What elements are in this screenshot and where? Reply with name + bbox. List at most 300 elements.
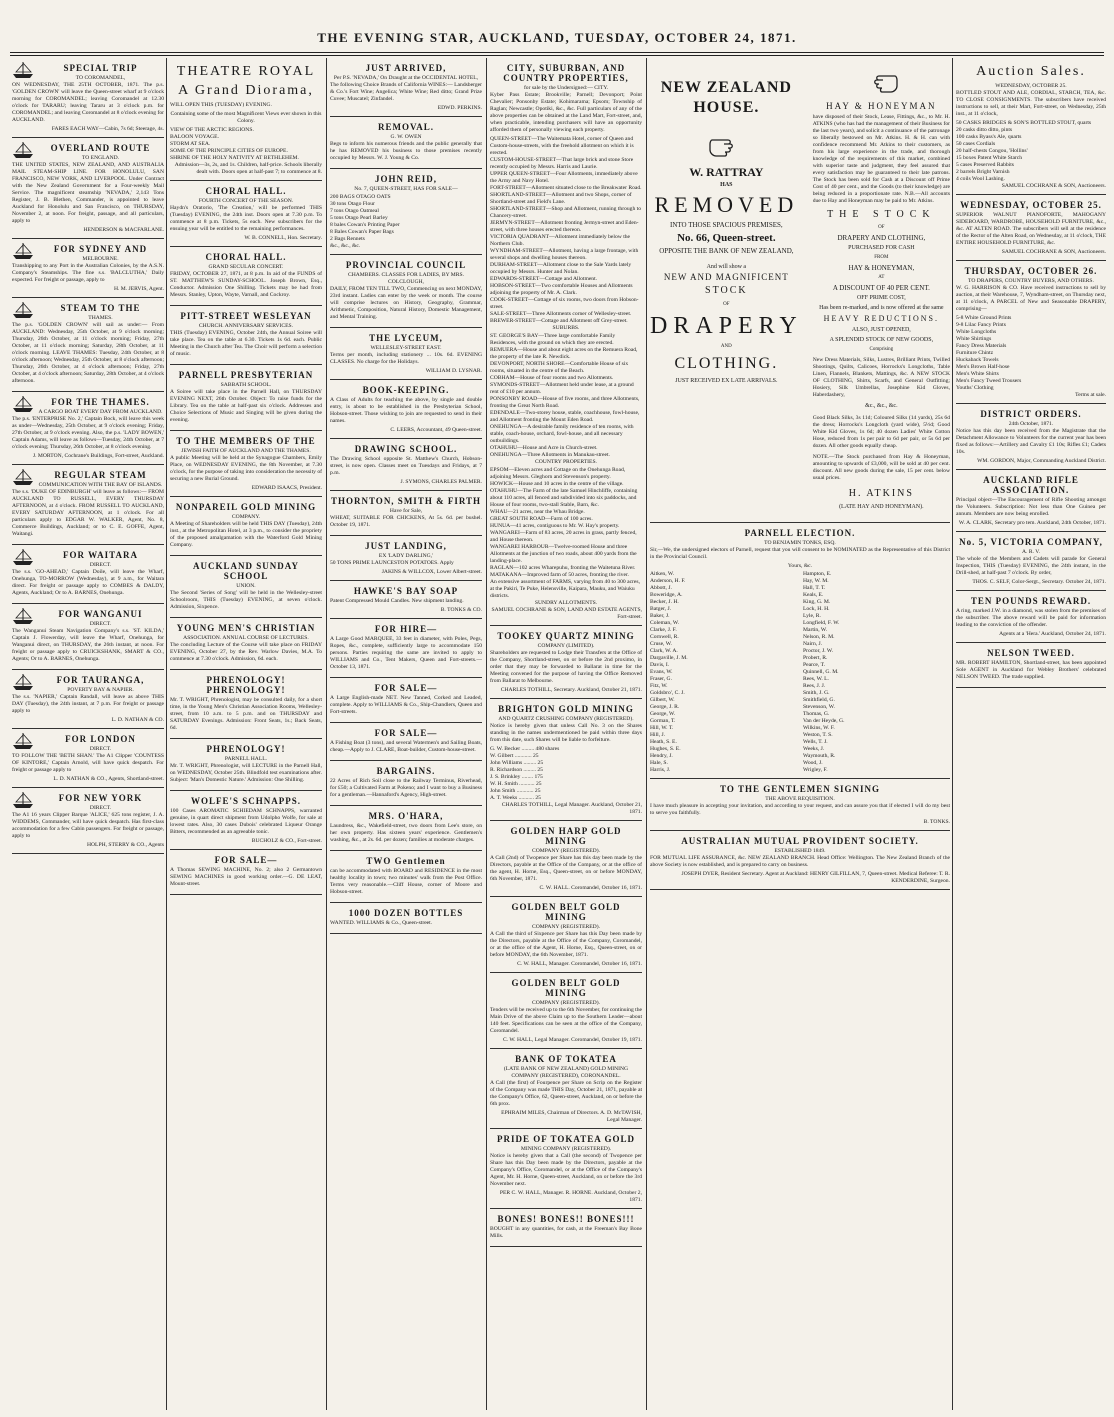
advert-body: BOTTLED STOUT AND ALE, CORDIAL, STARCH, TEA, &c. TO CLOSE CONSIGNMENTS. The subscribers have received instructions to sell, at their Mart, Fort-street, on Wednesday, 25th inst., at 11 o'clock, [956,90,1106,117]
advert-heading: OVERLAND ROUTE [50,143,151,153]
list-item: 7 tons Otago Oatmeal [330,208,379,214]
hay-honeyman-ad [813,58,950,512]
advert-body: MR. ROBERT HAMILTON, Shortland-street, has been appointed Sole AGENT in Auckland for Webley Brothers' celebrated NELSON TWEED. The trade supplied. [956,660,1106,680]
advert-subheading: COMPANY. [231,514,261,520]
advert-heading: PARNELL PRESBYTERIAN [178,370,314,380]
advert-heading: Auction Sales. [976,64,1086,79]
col3-advert [330,761,482,806]
advert-signature: W. B. CONNELL, Hon. Secretary. [244,235,322,241]
parnell-election-ad [650,522,950,779]
advert-body: The concluding Lecture of the Course will take place on FRIDAY EVENING, October 27, by the Rev. Warlow Davies, M.A. To commence at 7.30 o'clock. Admission, 6d. each. [170,642,322,662]
ship-icon [12,607,34,625]
col2-advert [170,58,322,181]
advert-subheading: G. W. OWEN [390,134,422,140]
signatory-name: Quinnell, G. M. [803,669,839,675]
advert-signature: J. MORTON, Cochrane's Buildings, Fort-street, Auckland. [32,453,164,459]
advert-heading: REMOVAL. [377,122,435,132]
list-item: W. Gilbert ............ 25 [490,753,539,759]
list-item: 2 barrels Bright Varnish [956,169,1010,175]
advert-subheading: COMPANY (LIMITED). [537,643,595,649]
advert-body: BOUGHT in any quantities, for cash, at the Freeman's Bay Bone Mills. [490,1226,642,1239]
signatory-name: George, W. [650,711,676,717]
advert-body: A Fishing Boat (3 tons), and several Watermen's and Sailing Boats, cheap.—Apply to J. CLARE, Boat-builder, Custom-house-street. [330,740,482,753]
advert-heading: FOR SYDNEY AND [53,244,148,254]
advert-signature: EDWD. PERKINS. [437,105,482,111]
re-marked: Has been re-marked, and is now offered at the same [819,305,944,311]
list-item: 5 tons Otago Pearl Barley [330,215,388,221]
signatory-name: Keals, E. [803,592,824,598]
rattray-name: W. RATTRAY [689,165,764,179]
advert-signature: B. TONKS & CO. [440,607,482,613]
signatory-name: Rees, J. J. [803,683,826,689]
advert-heading: AUCKLAND SUNDAY SCHOOL [193,561,299,581]
column-divider [326,58,327,1410]
list-item: UPPER QUEEN-STREET—Four Allotments, immediately above the Army and Navy Hotel. [490,171,638,184]
advert-heading: THEATRE ROYAL [176,64,316,79]
col1-advert [12,545,164,604]
advert-subheading: COMPANY (REGISTERED). [532,848,600,854]
advert-body: ON WEDNESDAY, THE 25TH OCTOBER, 1871. The p.s. 'GOLDEN CROWN' will leave the Queen-street wharf at 9 o'clock morning for COROMANDEL; leaving Coromandel at 12.30 o'clock for TARARU; leaving Tararu at 3 o'clock p.m. for COROMANDEL; and leaving Coromandel at 8 o'clock evening for AUCKLAND. [12,82,164,123]
advert-signature: C. W. HALL, Manager. Coromandel, October 16, 1871. [517,961,642,967]
advert-signature: H. M. JERVIS, Agent. [113,286,164,292]
advert-subheading: COMPANY (REGISTERED). [532,1000,600,1006]
advert-signature: SAMUEL COCHRANE & SON, Auctioneers. [1001,183,1106,189]
ship-icon [12,141,34,159]
col3-advert [330,255,482,328]
signatory-name: Hay, W. M. [803,578,829,584]
column-divider [166,58,167,1410]
advert-heading: AUCKLAND RIFLE ASSOCIATION. [983,475,1079,495]
advert-body: 22 Acres of Rich Soil close to the Railway Terminus, Riverhead, for £50; a Cultivated Farm at Pokeno; and I want to buy a Business for a gentleman.—Hannaford's Agency, High-street. [330,778,482,798]
advert-heading: PITT-STREET WESLEYAN [180,311,312,321]
masthead-title: THE EVENING STAR, AUCKLAND, TUESDAY, OCTOBER 24, 1871. [317,30,797,45]
advert-body: can be accommodated with BOARD and RESIDENCE in the most healthy locality in town; two minutes' walk from the Post Office. Terms very reasonable.—Cliff House, corner of Moore and Hobson-street. [330,868,482,895]
goods-list: New Dress Materials, Silks, Lustres, Brilliant Prints, Twilled Shootings, Quilts, Calicoes, Horrocks's Longcloths, Table Linen, Flannels, Blankets, Mattings, &c. A NEW STOCK OF CLOTHING, Shirts, Scarfs, and General Outfitting; Hosiery, Silk Umbrellas, Josephine Kid Gloves, Haberdashery, [812,357,950,398]
advert-heading: DISTRICT ORDERS. [980,409,1082,419]
advert-subheading: DIRECT. [89,805,112,811]
list-item: COOK-STREET—Cottage of six rooms, two doors from Hobson-street. [490,297,639,310]
advert-list [956,120,1106,183]
column-new-zealand-house [650,58,950,1410]
list-item: 30 tons Otago Flour [330,201,375,207]
list-item: STORM AT SEA. [170,141,211,147]
comprising: Comprising [869,347,894,352]
col1-advert [12,298,164,392]
list-item: Men's Brown Half-hose [956,364,1010,370]
list-item: 20 casks ditto ditto, pints [956,127,1013,133]
signatory-name: Hampton, E. [803,571,832,577]
advert-body: TO FOLLOW THE 'BETH SHAN.' The A1 Clipper 'COUNTESS OF KINTORE,' Captain Arnold, will have quick despatch. For freight or passage apply to [12,753,164,773]
advert-body: Mr. T. WRIGHT, Phrenologist, will LECTURE in the Parnell Hall, on WEDNESDAY, October 25th. Blindfold test examinations after. Subject: 'Man's Domestic Nature.' Admission: One Shilling. [170,763,322,783]
advert-subheading: Have for Sale, [389,508,423,514]
col4-advert [490,1049,642,1129]
advert-body: Laundress, &c., Wakefield-street, two doors from Lee's store, on her own property. Has sixteen years' experience. Gentlemen's washing, &c., at 2s. 6d. per dozen; families at moderate charges. [330,823,482,843]
advert-signature: HOLPH, STERRY & CO., Agents [86,842,164,848]
pointing-hand-icon [861,66,901,96]
advert-body: Shareholders are requested to Lodge their Transfers at the Office of the Company, Shortland-street, on or before the 2nd proximo, in order that they may be forwarded to Ballarat in time for the Meeting convened for the purpose of having the Office Removed from Ballarat to Melbourne. [490,650,642,684]
advert-signature: L. D. NATHAN & CO. [111,717,164,723]
advert-list [956,315,1106,392]
advert-heading: JUST ARRIVED, [365,63,447,73]
signatory-name: Pearce, T. [803,662,826,668]
advert-heading: THE LYCEUM, [369,333,443,343]
signatory-name: Smithfield, G. [803,697,835,703]
note: NOTE.—The Stock purchased from Hay & Honeyman, amounting to upwards of £3,000, will be sold at 40 per cent. discount. All new goods during the sale, 15 per cent. below usual prices. [812,454,950,481]
into-premises: INTO THOSE SPACIOUS PREMISES, [670,221,783,229]
list-item: J. S. Brinkley ........ 175 [490,774,543,780]
col4-advert [490,626,642,699]
masthead [0,0,1114,56]
advert-body: The following Choice Brands of California WINES:— Landsberger & Co.'s Fort Wine; Angelica; White Wine; Red ditto; Grand Prize Cuvee; Muscatel; Zinfandel. [330,82,482,102]
advert-subheading: COUNTRY PROPERTIES. [535,459,597,465]
advert-heading: YOUNG MEN'S CHRISTIAN [176,623,316,633]
col2-advert [170,791,322,850]
advert-list [490,467,642,600]
from-label: FROM [874,255,889,260]
list-item: Youths' Clothing [956,385,994,391]
advert-subheading: DIRECT. [89,746,112,752]
list-item: 5 cases Preserved Rabbits [956,162,1014,168]
advert-signature: C. W. HALL. Coromandel, October 16, 1871. [539,885,642,891]
advert-list [490,333,642,459]
advert-body: A ring, marked J.W. in a diamond, was stolen from the premises of the subscriber. The above reward will be paid for information leading to the conviction of the offender. [956,608,1106,628]
list-item: SOME OF THE PRINCIPLE CITIES OF EUROPE. [170,148,288,154]
col3-advert [330,328,482,380]
list-item: 15 boxes Patent White Starch [956,155,1023,161]
advert-body: A Class of Adults for teaching the above, by single and double entry, is about to be established in the Presbyterian School, Hobson-street. Those wishing to join are requested to send in their names. [330,397,482,424]
signatory-name: Probert, R. [803,655,828,661]
list-item: Furniture Chintz [956,350,994,356]
col2-advert [170,618,322,670]
advert-subheading: JEWISH FAITH OF AUCKLAND AND THE THAMES. [181,448,311,454]
signatory-name: Wilkins, W. F. [803,725,835,731]
list-item: DEVONPORT, NORTH SHORE—Comfortable House of six rooms, situated in the centre of the Beach. [490,361,629,374]
signatory-name: Smith, J. G. [803,690,830,696]
advert-body: Mr. T. WRIGHT, Phrenologist, may be consulted daily, for a short time, in the Young Men's Christian Association Rooms, Wellesley-street, from 10 a.m. to 5 p.m. and on THURSDAY and SATURDAY Evenings. Admission: Front Seats, 1s.; Back Seats, 6d. [170,697,322,731]
signatory-name: Nairn, J. [803,641,823,647]
list-item: SHRINE OF THE HOLY NATIVITY AT BETHLEHEM. [170,155,299,161]
advert-signature: BUCHOLZ & CO., Fort-street. [251,838,322,844]
signatory-name: Gilbert, W. [650,697,675,703]
advert-heading: MRS. O'HARA, [368,811,444,821]
col1-advert [12,239,164,298]
list-item: HOBSON-STREET—Two comfortable Houses and Allotments adjoining the property of Mr. A. Clark. [490,283,633,296]
list-item: REMUERA—House and about eight acres on the Remuera Road, the property of the late R. Newdick. [490,347,638,360]
list-item: 100 casks Byass's Ale, quarts [956,134,1022,140]
advert-subheading: PARNELL HALL. [224,756,268,762]
advert-heading: FOR NEW YORK [58,793,143,803]
advert-body: A Meeting of Shareholders will be held THIS DAY (Tuesday), 24th inst., at the Metropolitan Hotel, at 3 p.m., to consider the propriety of the proposed amalgamation with the Waterford Gold Mining Company. [170,521,322,548]
signatory-name: Clark, W. A. [650,648,678,654]
advert-body: A Large Good MARQUEE, 33 feet in diameter, with Poles, Pegs, Ropes, &c., complete, sufficiently large to accommodate 150 persons. Parties requiring the same are invited to apply to WILLIAMS and Co., Tent Makers, Queen and Fort-streets.—October 13, 1871. [330,636,482,670]
advert-signature: WM. GORDON, Major, Commanding Auckland District. [977,458,1106,464]
tonks-reply-heading: TO THE GENTLEMEN SIGNING [720,784,880,794]
advert-subheading: WEDNESDAY, OCTOBER 25. [995,83,1067,89]
col6-advert [956,261,1106,404]
list-item: EDWARDS-STREET—Cottage and Allotment. [490,276,598,282]
advert-subheading: SUBURBS. [552,325,580,331]
signatory-name: Weston, T. S. [803,732,833,738]
list-item: ONEHUNGA—A desirable family residence of ten rooms, with stable, coach-house, orchard, fowl-house, and all necessary outbuildings. [490,424,634,444]
advert-heading: CITY, SUBURBAN, AND COUNTRY PROPERTIES, [503,63,629,83]
col2-advert [170,181,322,247]
advert-signature: WILLIAM D. LYSNAR. [425,368,482,374]
col2-advert [170,365,322,431]
parnell-election-body: Sir,—We, the undersigned electors of Parnell, request that you will consent to be NOMINATED as the Representative of this District in the Provincial Council. [650,547,950,560]
advert-heading: FOR HIRE— [374,624,438,634]
ship-icon [12,301,34,319]
advert-subheading: GRAND SECULAR CONCERT. [208,264,284,270]
col3-advert [330,581,482,619]
list-item: 50 CASKS BRIDGES & SON'S BOTTLED STOUT, quarts [956,120,1092,126]
advert-heading: WEDNESDAY, OCTOBER 25. [960,200,1102,210]
advert-body: A Call the third of Sixpence per Share has this Day been made by the Directors, payable at the Office of the Company, Coromandel, or at the office of the Agent, H. Horne, Esq., Queen-street, on or before MONDAY, the 6th November, 1871. [490,931,642,958]
tonks-reply-sub: THE ABOVE REQUISITION. [765,796,835,802]
list-item: Men's White Shirts [956,371,999,377]
advert-subheading: TO COROMANDEL, [75,75,126,81]
signatory-name: Cornwell, R. [650,634,679,640]
advert-body: The p.s. 'GOLDEN CROWN' will sail as under:— From AUCKLAND: Wednesday, 25th October, at 9 o'clock morning; Thursday, 26th October, at 11 o'clock morning; Friday, 27th October, at 11 o'clock morning; Saturday, 28th October, at 11 o'clock morning. LEAVE THAMES: Tuesday, 24th October, at 8 o'clock afternoon; Wednesday, 25th October, at 8 o'clock afternoon; Thursday, 26th October, at 4 o'clock afternoon; Friday, 27th October, at 4 o'clock afternoon; Saturday, 28th October, at 4 o'clock afternoon. [12,322,164,384]
advert-heading: GOLDEN HARP GOLD MINING [510,826,622,846]
col4-advert [490,1209,642,1247]
list-item: Men's Fancy Tweed Trousers [956,378,1022,384]
advert-subheading: UNION. [236,583,256,589]
advert-body: 50 TONS PRIME LAUNCESTON POTATOES. Apply [330,560,454,566]
signatory-name: Goldsbro', C. J. [650,690,685,696]
list-item: QUEEN-STREET—The Waitemata Hotel, corner of Queen and Custom-house-streets, with the freehold allotment on which it is erected. [490,136,634,156]
at-label: AT [878,275,885,280]
signatory-name: Lyle, R. [803,613,821,619]
advert-body: WHEAT, SUITABLE FOR CHICKENS, At 5s. 6d. per bushel. October 19, 1871. [330,515,482,528]
address: No. 66, Queen-street. [677,232,776,244]
col2-advert [170,431,322,497]
signatory-name: Boweridge, A. [650,592,683,598]
column-divider [486,58,487,1410]
tonks-reply-foot: B. TONKS. [923,819,950,825]
advert-heading: TOOKEY QUARTZ MINING [497,631,635,641]
col2-advert [170,850,322,895]
list-item: VIEW OF THE ARCTIC REGIONS. [170,127,254,133]
advert-body: Patent Compressed Mould Candles. New shipment landing. [330,598,464,604]
col2-advert [170,247,322,306]
silks-prices: Good Black Silks, 3s 11d; Coloured Silks (14 yards), 25s 6d the dress; Horrocks's Longcloth (yard wide), 5½d; Good White Kid Gloves, 1s 6d; 40 dozen Ladies' White Cotton Hose, reduced from 1s per pair to 6d per pair, or 5s 6d per dozen. All other goods equally cheap. [812,415,950,449]
list-item: BALOON VOYAGE. [170,134,219,140]
list-item: SHORTLAND-STREET—Shop and Allotment, running through to Chancery-street. [490,206,642,219]
advert-subheading: for sale by the Undersigned:— CITY. [523,85,609,91]
advert-subheading: DIRECT. [89,562,112,568]
list-item: R. Richardson ......... 25 [490,767,543,773]
amp-society-sub: ESTABLISHED 1849. [774,848,826,854]
parnell-election-heading: PARNELL ELECTION. [744,528,856,538]
col2-advert [170,670,322,739]
list-item: PONSONBY ROAD—House of five rooms, and three Allotments, fronting the Great North Road. [490,396,640,409]
signatory-name: Stevenson, W. [803,704,835,710]
column-divider [646,58,647,1410]
signatory-name: Hall, T. T. [803,585,826,591]
signatory-name: Gorman, T. [650,718,676,724]
of-label: OF [723,302,730,307]
signatory-name: Cruse, W. [650,641,672,647]
advert-body: W. G. HARRISON & CO. Have received instructions to sell by auction, at their Warehouse, 7, Wyndham-street, on Thursday next, at 11 o'clock, A PARCEL of New and Seasonable DRAPERY, comprising— [956,285,1106,312]
signatory-name: Wrigley, F. [803,767,828,773]
advert-heading: TEN POUNDS REWARD. [970,596,1092,606]
col2-advert [170,739,322,791]
advert-body: The whole of the Members and Cadets will parade for General Inspection, THIS (Tuesday) EVENING, the 24th instant, in the Drill-shed, at half-past 7 o'clock. By order, [956,556,1106,576]
signatory-name: Hill, W. T. [650,725,674,731]
signatory-name: Baker, J. [650,613,670,619]
advert-signature: FARES EACH WAY—Cabin, 7s 6d; Steerage, 4s. [51,126,164,132]
col3-advert [330,117,482,169]
list-item: G. W. Becker ......... 480 shares [490,746,560,752]
col1-advert [12,392,164,465]
ship-icon [12,242,34,260]
col3-advert [330,678,482,723]
list-item: White Shirtings [956,336,992,342]
advert-list [330,194,482,250]
advert-signature: EPHRAIM MILES, Chairman of Directors. A. D. McTAVISH, Legal Manager. [501,1110,642,1123]
col2-advert [170,497,322,556]
advert-heading: PHRENOLOGY! PHRENOLOGY! [206,675,286,695]
advert-body: The Second 'Series of Song' will be held in the Wellesley-street Schoolroom, THIS (Tuesday) EVENING, at seven o'clock. Admission, Sixpence. [170,590,322,610]
col6-advert [956,591,1106,643]
just-received: JUST RECEIVED EX LATE ARRIVALS. [675,378,778,384]
signatory-name: Evans, W. [650,669,673,675]
advert-subheading: FOURTH CONCERT OF THE SEASON. [198,198,294,204]
advert-heading: GOLDEN BELT GOLD MINING [511,978,621,998]
advert-heading: SPECIAL TRIP [63,63,138,73]
col1-advert [12,670,164,729]
col6-advert [956,195,1106,261]
advert-body: The Wanganui Steam Navigation Company's s.s. 'ST. KILDA,' Captain J. Flowerday, will leave the Wharf, Onehunga, for Wanganui direct, on THURSDAY, the 26th instant, at noon. For freight or passage apply to CRUICKSHANK, SMART & CO., Agents; Or to A. BARNES, Onehunga. [12,628,164,662]
list-item: COBHAM—House of four rooms and two Allotments. [490,375,614,381]
amp-society-ad [650,831,950,890]
signatory-name: Rees, W. L. [803,676,829,682]
advert-body: The p.s. 'ENTERPRISE No. 2,' Captain Bock, will leave this week as under—Wednesday, 25th October, at 9 o'clock evening; Friday, 27th October, at 9 o'clock evening. Also, the p.s. 'LADY BOWEN,' Captain Adams, will leave as follows—Tuesday, 24th October, at 7 o'clock evening; Thursday, 26th October, at 8 o'clock evening. [12,416,164,450]
advert-heading: FOR SALE— [374,683,438,693]
list-item: 200 BAGS OTAGO OATS [330,194,391,200]
list-item: 9-8 Lilac Fancy Prints [956,322,1006,328]
col3-advert [330,851,482,903]
stock-heading: STOCK [705,285,748,296]
col4-advert [490,699,642,821]
list-item: White Longcloths [956,329,997,335]
advert-signature: C. W. HALL, Legal Manager. Coromandel, October 19, 1871. [502,1037,642,1043]
advert-heading: WOLFE'S SCHNAPPS. [190,796,301,806]
advert-heading: PRIDE OF TOKATEA GOLD [497,1134,635,1144]
advert-heading: BRIGHTON GOLD MINING [498,704,634,714]
list-item: FORT-STREET—Allotment situated close to the Breakwater Road. [490,185,642,191]
advert-heading: JOHN REID, [374,174,437,184]
new-magnificent: NEW AND MAGNIFICENT [663,272,789,282]
advert-heading: FOR SALE— [374,728,438,738]
etc: &c., &c., &c. [865,403,898,409]
list-item: Fancy Dress Materials [956,343,1007,349]
signatory-name: Coleman, W. [650,620,680,626]
col2-advert [170,556,322,618]
advert-subheading: MINING COMPANY (REGISTERED). [520,1146,612,1152]
has-label: HAS [720,182,733,188]
column-notices [330,58,482,1410]
amp-society-body: FOR MUTUAL LIFE ASSURANCE, &c. NEW ZEALAND BRANCH. Head Office: Wellington. The New Zealand Branch of the above Society is now established, and is prepared to carry on business. [650,855,950,868]
late-hay-honeyman: (LATE HAY AND HONEYMAN). [839,504,924,510]
advert-body: WANTED. WILLIAMS & Co., Queen-street. [330,920,433,926]
parnell-signatories [650,570,950,774]
list-item: Huckaback Towels [956,357,999,363]
advert-body: SUPERIOR WALNUT PIANOFORTE, MAHOGANY SIDEBOARD, WARDROBE, HOUSEHOLD FURNITURE, &c., &c. AT ALTEN ROAD. The subscribers will sell at the residence of the Rector of the Alten Road, on Wednesday, at 11 o'clock, THE ENTIRE HOUSEHOLD FURNITURE, &c. [956,212,1106,246]
advert-signature: W. A. CLARK, Secretary pro tem. Auckland, 24th October, 1871. [958,520,1106,526]
list-item: WYNDHAM-STREET—Allotment, having a large frontage, with several shops and dwelling houses thereon. [490,248,639,261]
col2-advert [170,306,322,365]
advert-subheading: 24th October, 1871. [1008,421,1054,427]
list-item: 50 cases Cordials [956,141,996,147]
column-auctions [956,58,1106,1410]
list-item: HOWICK—House and 10 acres in the centre of the village. [490,481,624,487]
advert-heading: DRAWING SCHOOL. [354,444,458,454]
advert-list [490,746,642,802]
advert-heading: TO THE MEMBERS OF THE [176,436,316,446]
signatory-name: Harris, J. [650,767,671,773]
advert-heading: PROVINCIAL COUNCIL [345,260,467,270]
advert-signature: Admission—3s, 2s, and 1s. Children, half-price. Schools liberally dealt with. Doors open at half-past 7; to commence at 8. [174,162,322,175]
list-item: HUNUA—41 acres, contiguous to Mr. W. Hay's property. [490,523,620,529]
stock-of: OF [878,225,885,230]
advert-heading: FOR THE THAMES. [51,397,150,407]
advert-body: 100 Cases AROMATIC SCHIEDAM SCHNAPPS, warranted genuine, in quart direct shipment from Udolpho Wolfe, for sale at lowest rates. Also, 30 cases Dubois' celebrated Liqueur Orange Bitters, recommended as an agreeable tonic. [170,808,322,835]
advert-heading: FOR WANGANUI [58,609,143,619]
list-item: EPSOM—Eleven acres and Cottage on the Onehunga Road, adjoining Messrs. Gleghorn and Stevenson's property. [490,467,626,480]
col1-advert [12,465,164,545]
list-item: 8 bales Cowan's Printing Paper [330,222,400,228]
advert-feature: A Grand Diorama, [178,83,314,98]
col4-advert [490,897,642,973]
advert-signature: CHARLES TOTHILL, Secretary. Auckland, October 21, 1871. [500,687,642,693]
clothing-heading: CLOTHING. [674,355,779,372]
col6-advert [956,532,1106,591]
advert-body: Haydn's Oratorio, 'The Creation,' will be performed THIS (Tuesday) EVENING, the 24th inst. Doors open at 7.30 p.m. To commence at 8 p.m. Tickets, 5s each. New subscribers for the ensuing year will be entitled to the remaining performances. [170,205,322,232]
advert-body: THIS (Tuesday) EVENING, October 24th, the Annual Soiree will take place. Tea on the table at 6.30. Tickets 1s 6d. each. Public Meeting in the Church after Tea. The Choir will perform a selection of music. [170,330,322,357]
col4-advert [490,821,642,897]
advert-body: WILL OPEN THIS (TUESDAY) EVENING. [170,102,272,108]
col1-advert [12,729,164,788]
advert-heading: BANK OF TOKATEA [515,1054,617,1064]
list-item: BREWER-STREET—Cottage and Allotment off Grey-street. [490,318,628,324]
col3-advert [330,439,482,491]
col6-advert [956,404,1106,470]
advert-subheading: Per P.S. 'NEVADA,' On Draught at the OCCIDENTAL HOTEL, [333,75,479,81]
list-item: CUSTOM-HOUSE-STREET—That large brick and stone Store recently occupied by Messrs. Harris and Laurie. [490,157,634,170]
advert-heading: STEAM TO THE [60,303,141,313]
list-item: EDENDALE—Two-storey house, stable, coachhouse, fowl-house, and Allotment fronting the Mount Eden Road. [490,410,640,423]
list-item: WHAU—21 acres, near the Whau Bridge. [490,509,585,515]
col1-advert [12,58,164,138]
advert-body: Begs to inform his numerous friends and the public generally that he has REMOVED his business to those premises recently occupied by Messrs. W. J. Young & Co. [330,141,482,161]
advert-signature: SAMUEL COCHRANE & SON, Auctioneers. [1001,249,1106,255]
hay-honeyman-name: HAY & HONEYMAN, [848,264,915,272]
advert-heading: TWO Gentlemen [366,856,446,866]
advert-body: Transhipping to any Port in the Australian Colonies, by the A.S.N. Company's Steamships. The fine s.s. 'BALCLUTHA,' Daily expected. For freight or passage, apply to [12,263,164,283]
drapery-heading: DRAPERY [650,313,803,339]
advert-subheading: EX 'LADY DARLING,' [378,553,434,559]
advert-subheading: CHURCH. ANNIVERSARY SERVICES. [198,323,294,329]
advert-signature: C. LEERS, Accountant, 49 Queen-street. [390,427,482,433]
parnell-election-foot: Yours, &c. [787,563,813,569]
advert-heading: HAWKE'S BAY SOAP [353,586,459,596]
signatory-name: Hendry, J. [650,753,673,759]
advert-heading: PHRENOLOGY! [206,744,286,754]
list-item: ST. GEORGE'S BAY—Three large comfortable Family Residences, with the ground on which they are erected. [490,333,616,346]
advert-subheading: DIRECT. [89,621,112,627]
list-item: ONEHUNGA—Three Allotments in Manukau-street. [490,452,610,458]
